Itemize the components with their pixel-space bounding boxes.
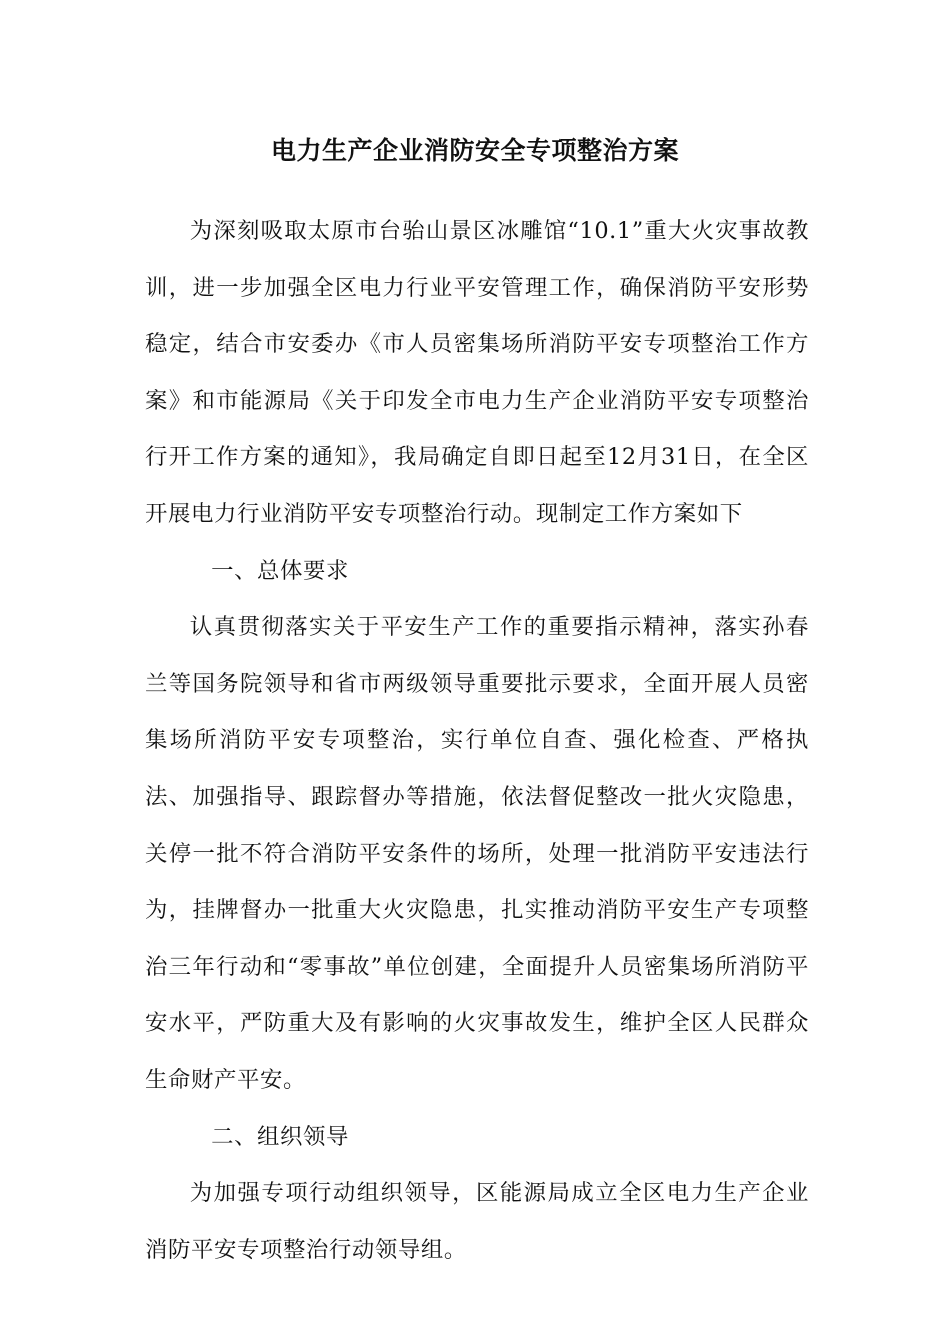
general-requirements-paragraph: 认真贯彻落实关于平安生产工作的重要指示精神，落实孙春兰等国务院领导和省市两级领导重要批示要求，全面开展人员密集场所消防平安专项整治，实行单位自查、强化检查、严格执法、加强指导、跟踪督办等措施，依法督促整改一批火灾隐患，关停一批不符合消防平安条件的场所，处理一批消防平安违法行为，挂牌督办一批重大火灾隐患，扎实推动消防平安生产专项整治三年行动和“零事故”单位创建，全面提升人员密集场所消防平安水平，严防重大及有影响的火灾事故发生，维护全区人民群众生命财产平安。 <box>145 614 809 1093</box>
intro-paragraph: 为深刻吸取太原市台骀山景区冰雕馆“10.1”重大火灾事故教训，进一步加强全区电力行业平安管理工作，确保消防平安形势稳定，结合市安委办《市人员密集场所消防平安专项整治工作方案》和市能源局《关于印发全市电力生产企业消防平安专项整治行开工作方案的通知》，我局确定自即日起至12月31日，在全区开展电力行业消防平安专项整治行动。现制定工作方案如下 <box>145 218 809 527</box>
document-body <box>145 203 809 1278</box>
organization-leadership-paragraph: 为加强专项行动组织领导，区能源局成立全区电力生产企业消防平安专项整治行动领导组。 <box>145 1180 809 1263</box>
section-heading-organization-leadership: 二、组织领导 <box>211 1123 350 1150</box>
document-title: 电力生产企业消防安全专项整治方案 <box>270 136 679 165</box>
section-heading-general-requirements: 一、总体要求 <box>211 557 350 584</box>
